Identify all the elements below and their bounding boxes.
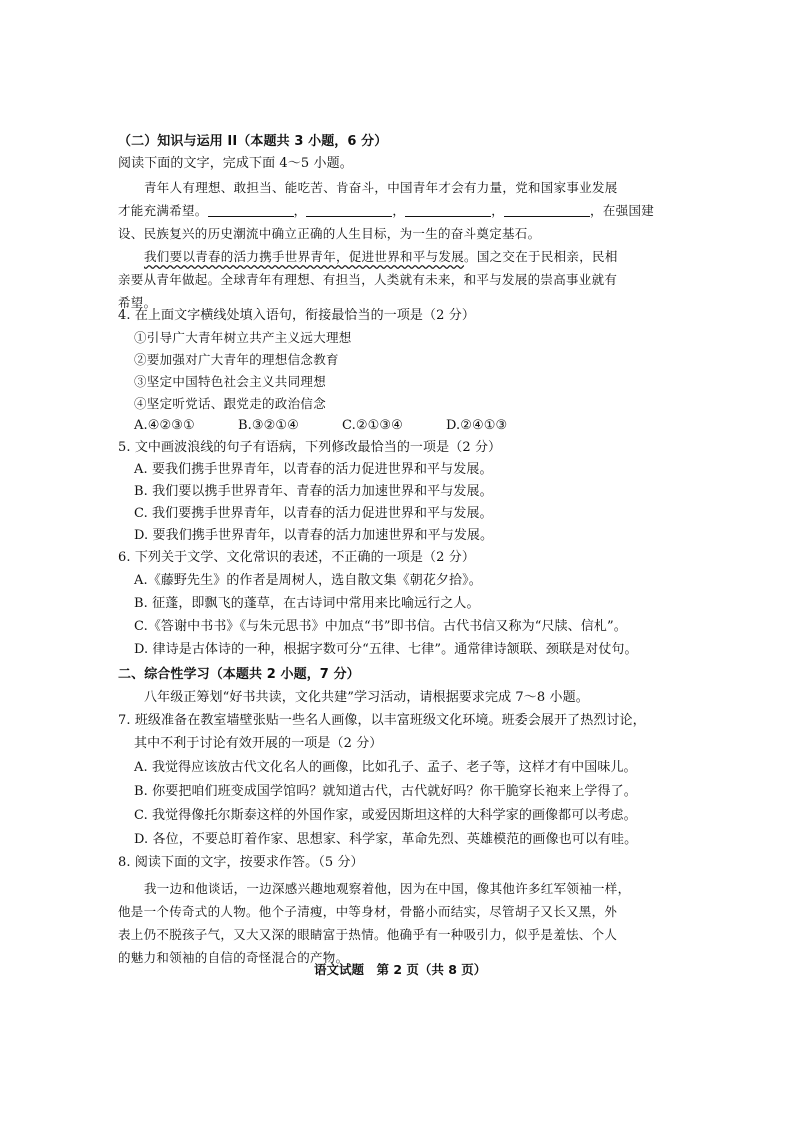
separator: ， xyxy=(491,203,505,218)
blank-1 xyxy=(208,203,294,217)
q4-choice-d: D.②④①③ xyxy=(446,418,508,433)
blank-2 xyxy=(306,203,392,217)
comprehensive-intro: 八年级正筹划“好书共读，文化共建”学习活动，请根据要求完成 7～8 小题。 xyxy=(144,690,589,705)
q5-option-c: C. 我们要携手世界青年，以青春的活力促进世界和平与发展。 xyxy=(134,506,493,521)
q4-choice-a: A.④②③① xyxy=(134,418,195,433)
passage-p1-line1: 青年人有理想、敢担当、能吃苦、肯奋斗，中国青年才会有力量，党和国家事业发展 xyxy=(144,180,618,195)
q4-stem: 4. 在上面文字横线处填入语句，衔接最恰当的一项是（2 分） xyxy=(118,308,475,323)
passage-p1-line2-end: ，在强国建 xyxy=(590,203,655,218)
q4-choice-c: C.②①③④ xyxy=(342,418,403,433)
separator: ， xyxy=(392,203,406,218)
q6-option-d: D. 律诗是古体诗的一种，根据字数可分“五律、七律”。通常律诗颔联、颈联是对仗句。 xyxy=(134,642,638,657)
q4-choice-b: B.③②①④ xyxy=(238,418,299,433)
q5-option-a: A. 要我们携手世界青年，以青春的活力促进世界和平与发展。 xyxy=(134,462,493,477)
q7-option-b: B. 你要把咱们班变成国学馆吗？就知道古代，古代就好吗？你干脆穿长袍来上学得了。 xyxy=(134,784,637,799)
q6-option-a: A.《藤野先生》的作者是周树人，选自散文集《朝花夕拾》。 xyxy=(134,573,482,588)
section2-instruction: 阅读下面的文字，完成下面 4～5 小题。 xyxy=(118,156,353,171)
q5-option-d: D. 要我们携手世界青年，以青春的活力加速世界和平与发展。 xyxy=(134,528,494,543)
passage-p1-line2 xyxy=(118,201,654,221)
q8-passage-line1: 我一边和他谈话，一边深感兴趣地观察着他，因为在中国，像其他许多红军领袖一样， xyxy=(144,881,631,896)
q4-item-2: ②要加强对广大青年的理想信念教育 xyxy=(134,352,339,367)
q6-stem: 6. 下列关于文学、文化常识的表述，不正确的一项是（2 分） xyxy=(118,550,475,565)
q8-stem: 8. 阅读下面的文字，按要求作答。（5 分） xyxy=(118,855,364,870)
q4-item-1: ①引导广大青年树立共产主义远大理想 xyxy=(134,330,352,345)
q7-stem-line1: 7. 班级准备在教室墙壁张贴一些名人画像，以丰富班级文化环境。班委会展开了热烈讨论， xyxy=(118,713,646,728)
q7-option-d: D. 各位，不要总盯着作家、思想家、科学家，革命先烈、英雄模范的画像也可以有哇。 xyxy=(134,832,638,847)
q5-stem: 5. 文中画波浪线的句子有语病，下列修改最恰当的一项是（2 分） xyxy=(118,440,502,455)
passage-p2-line3: 希望。 xyxy=(118,295,157,310)
page-footer: 语文试题 第 2 页（共 8 页） xyxy=(314,962,487,977)
q4-choices xyxy=(134,416,550,436)
section-comprehensive-heading: 二、综合性学习（本题共 2 小题，7 分） xyxy=(118,667,360,682)
q7-option-c: C. 我觉得像托尔斯泰这样的外国作家，或爱因斯坦这样的大科学家的画像都可以考虑。 xyxy=(134,808,637,823)
q6-option-c: C.《答谢中书书》《与朱元思书》中加点“书”即书信。古代书信又称为“尺牍、信札”。 xyxy=(134,619,627,634)
q5-option-b: B. 我们要以携手世界青年、青春的活力加速世界和平与发展。 xyxy=(134,484,493,499)
q7-stem-line2: 其中不利于讨论有效开展的一项是（2 分） xyxy=(134,736,383,751)
wavy-sentence: 我们要以青春的活力携手世界青年，促进世界和平与发展 xyxy=(144,249,465,264)
q8-passage-line3: 表上仍不脱孩子气，又大又深的眼睛富于热情。他确乎有一种吸引力，似乎是羞怯、个人 xyxy=(118,927,618,942)
passage-p2-after-wavy: 。国之交在于民相亲，民相 xyxy=(464,249,618,264)
separator: ， xyxy=(293,203,307,218)
blank-3 xyxy=(405,203,491,217)
section2-heading: （二）知识与运用 II（本题共 3 小题，6 分） xyxy=(118,134,388,149)
q7-option-a: A. 我觉得应该放古代文化名人的画像，比如孔子、孟子、老子等，这样才有中国味儿。 xyxy=(134,760,637,775)
blank-4 xyxy=(504,203,590,217)
passage-p1-line2-start: 才能充满希望。 xyxy=(118,203,208,218)
q6-option-b: B. 征蓬，即飘飞的蓬草，在古诗词中常用来比喻远行之人。 xyxy=(134,596,480,611)
q8-passage-line4: 的魅力和领袖的自信的奇怪混合的产物。 xyxy=(118,950,349,965)
q4-item-4: ④坚定听党话、跟党走的政治信念 xyxy=(134,396,327,411)
q8-passage-line2: 他是一个传奇式的人物。他个子清瘦，中等身材，骨骼小而结实，尽管胡子又长又黑，外 xyxy=(118,904,618,919)
passage-p1-line3: 设、民族复兴的历史潮流中确立正确的人生目标，为一生的奋斗奠定基石。 xyxy=(118,226,541,241)
passage-p2-line1 xyxy=(144,247,618,267)
passage-p2-line2: 亲要从青年做起。全球青年有理想、有担当，人类就有未来，和平与发展的崇高事业就有 xyxy=(118,272,618,287)
q4-item-3: ③坚定中国特色社会主义共同理想 xyxy=(134,374,327,389)
